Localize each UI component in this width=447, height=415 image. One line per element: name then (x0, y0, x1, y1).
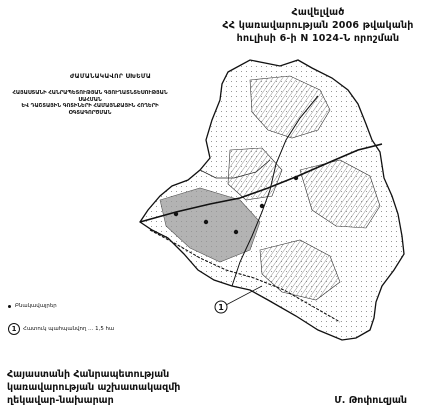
settlement-dot-icon (8, 305, 11, 308)
legend-label-settlements: Բնակավայրեր (15, 303, 57, 309)
header-line-3: հուլիսի 6-ի N 1024-Ն որոշման (236, 33, 400, 44)
settlement-marker (260, 204, 264, 208)
settlement-marker (234, 230, 238, 234)
numbered-circle-icon: 1 (8, 323, 20, 335)
footer-line-3: ղեկավար-նախարար (7, 395, 114, 406)
callout-number: 1 (218, 303, 224, 312)
map-legend (8, 303, 114, 335)
signatory-name: Մ. Թոփուզյան (334, 395, 407, 406)
map-subtitle: ՀԱՅԱՍՏԱՆԻ ՀԱՆՐԱՊԵՏՈՒԹՅԱՆ ԳՅՈՒՂԱՏՆՏԵՍՈՒԹՅԱՆ ՍԱՀՄԱՆ ԵՎ ԴԱՇՏԱՅԻՆ ԳՈՏԻՆԵՐԻ ՀԱՄԱՅՆՔԱՅԻՆ ՀՈՂԵՐԻ ՕԳՏԱԳՈՐԾՄԱՆ (12, 90, 168, 116)
legend-item-protected-area (8, 323, 114, 335)
legend-label-protected-area: Հատուկ պահպանվող ․․․ 1,5 հա (23, 326, 115, 332)
header-line-2: ՀՀ կառավարության 2006 թվականի (222, 20, 414, 31)
legend-item-settlements (8, 303, 114, 309)
settlement-marker (204, 220, 208, 224)
signatory-position (7, 368, 180, 407)
map-title: ԺԱՄԱՆԱԿԱՎՈՐ ՍԽԵՄԱ (70, 73, 152, 80)
settlement-marker (294, 176, 298, 180)
footer-line-1: Հայաստանի Հանրապետության (7, 369, 170, 380)
header-line-1: Հավելված (291, 7, 345, 18)
settlement-marker (174, 212, 178, 216)
footer-line-2: կառավարության աշխատակազմի (7, 382, 181, 393)
